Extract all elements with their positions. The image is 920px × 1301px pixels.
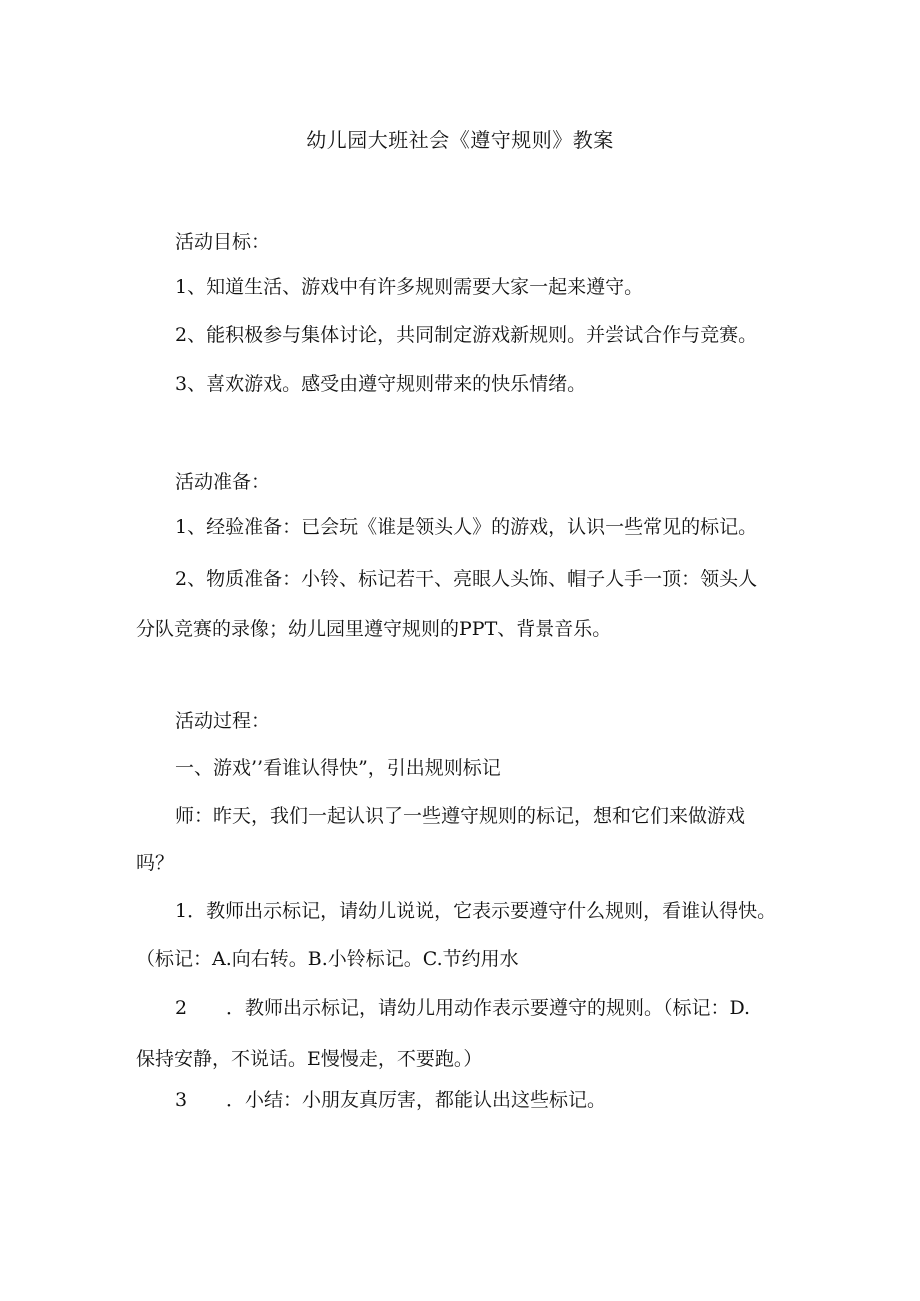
step-1-line-2: （标记：A.向右转。B.小铃标记。C.节约用水 [136, 948, 519, 970]
teacher-line-2: 吗？ [136, 852, 175, 874]
process-section-1: 一、游戏’’看谁认得快”，引出规则标记 [175, 757, 501, 779]
goal-item-2: 2、能积极参与集体讨论，共同制定游戏新规则。并尝试合作与竞赛。 [175, 324, 758, 346]
goal-item-1: 1、知道生活、游戏中有许多规则需要大家一起来遵守。 [175, 276, 644, 298]
preparation-heading: 活动准备： [175, 471, 271, 493]
preparation-item-2-line-2: 分队竞赛的录像；幼儿园里遵守规则的PPT、背景音乐。 [136, 618, 612, 640]
preparation-item-2-line-1: 2、物质准备：小铃、标记若干、亮眼人头饰、帽子人手一顶：领头人 [175, 568, 758, 590]
teacher-line-1: 师：昨天，我们一起认识了一些遵守规则的标记，想和它们来做游戏 [175, 805, 746, 827]
process-heading: 活动过程： [175, 710, 271, 732]
goal-item-3: 3、喜欢游戏。感受由遵守规则带来的快乐情绪。 [175, 373, 587, 395]
goals-heading: 活动目标： [175, 231, 271, 253]
step-2-number: 2 [175, 997, 188, 1019]
step-2-text: ．教师出示标记，请幼儿用动作表示要遵守的规则。（标记：D. [226, 997, 751, 1019]
step-3-text: ．小结：小朋友真厉害，都能认出这些标记。 [226, 1089, 607, 1111]
preparation-item-1: 1、经验准备：已会玩《谁是领头人》的游戏，认识一些常见的标记。 [175, 516, 758, 538]
step-2-line-2: 保持安静，不说话。E慢慢走，不要跑。） [136, 1048, 483, 1070]
document-title: 幼儿园大班社会《遵守规则》教案 [306, 128, 614, 152]
step-3-number: 3 [175, 1089, 188, 1111]
step-1-line-1: 1．教师出示标记，请幼儿说说，它表示要遵守什么规则，看谁认得快。 [175, 900, 777, 922]
